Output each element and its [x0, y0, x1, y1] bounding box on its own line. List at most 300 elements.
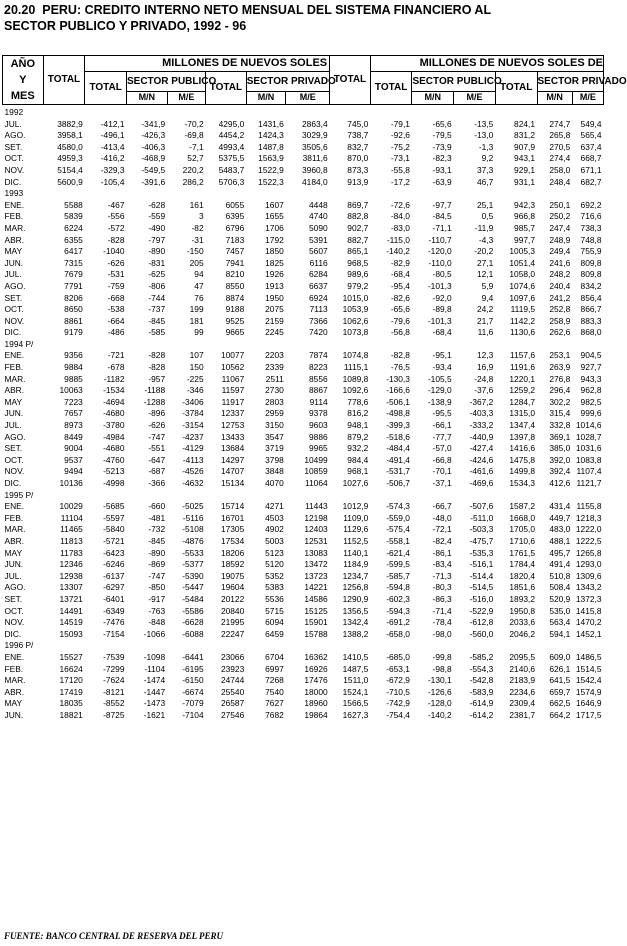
table-cell: 856,4	[580, 292, 602, 303]
table-cell: 19075	[220, 570, 245, 581]
table-cell: -559,0	[386, 512, 410, 523]
table-cell: -4680	[103, 443, 125, 454]
table-cell: 508,4	[549, 582, 571, 593]
table-cell: -797	[148, 234, 166, 245]
table-cell: 9179	[64, 327, 83, 338]
table-cell: -5377	[182, 559, 204, 570]
table-cell: 161	[189, 199, 204, 210]
table-cell: 968,5	[347, 257, 369, 268]
table-cell: -95,4	[390, 280, 410, 291]
table-cell: -5116	[182, 512, 204, 523]
table-cell: -48,0	[432, 512, 452, 523]
table-cell: -129,0	[427, 385, 452, 396]
table-cell: -511,0	[470, 512, 494, 523]
table-cell: 1152,5	[343, 535, 369, 546]
table-cell: 13307	[59, 582, 83, 593]
table-cell: 4271	[265, 501, 284, 512]
table-cell: -110,0	[428, 257, 452, 268]
table-cell: -1447	[143, 686, 166, 697]
table-row	[3, 223, 604, 235]
table-cell: -20,2	[474, 246, 494, 257]
table-cell: 274,7	[549, 118, 571, 129]
table-cell: -80,3	[432, 582, 452, 593]
table-cell: -556	[107, 211, 125, 222]
table-cell: 6395	[225, 211, 245, 222]
table-cell: 150	[189, 362, 204, 373]
table-header	[3, 56, 627, 105]
table-cell: 18960	[304, 698, 328, 709]
table-cell: 14586	[304, 593, 328, 604]
table-cell: 107	[189, 350, 204, 361]
table-cell: 3547	[265, 431, 284, 442]
table-cell: -4237	[182, 431, 204, 442]
table-cell: 1825	[265, 257, 284, 268]
table-cell: 6704	[265, 651, 284, 662]
table-cell: 9,4	[481, 292, 494, 303]
table-cell: 21,7	[477, 315, 494, 326]
table-cell: 565,4	[580, 130, 602, 141]
table-cell: -845	[148, 315, 166, 326]
header-priv-total: TOTAL	[206, 72, 247, 105]
table-cell: 1410,5	[342, 651, 369, 662]
table-cell: -522,9	[469, 605, 494, 616]
table-cell: -7624	[103, 675, 125, 686]
header-mn: M/N	[127, 92, 168, 105]
table-cell: 7268	[265, 675, 284, 686]
table-row	[3, 304, 604, 316]
table-cell: 13083	[304, 547, 328, 558]
table-cell: -70,1	[432, 466, 452, 477]
table-cell: -105,5	[427, 373, 452, 384]
table-cell: 332,8	[549, 420, 571, 431]
table-row	[3, 478, 604, 490]
table-cell: -1534	[103, 385, 125, 396]
month-label: NOV.	[4, 164, 25, 175]
table-row	[3, 420, 604, 432]
table-cell: -1188	[144, 385, 166, 396]
table-cell: -8725	[103, 709, 125, 720]
table-cell: 816,2	[347, 408, 369, 419]
table-cell: 1342,4	[342, 617, 369, 628]
table-cell: -84,0	[390, 211, 410, 222]
header-mn: M/N	[246, 92, 286, 105]
table-cell: -3406	[182, 396, 204, 407]
table-cell: 985,7	[514, 222, 536, 233]
table-cell: -602,3	[386, 593, 410, 604]
table-cell: -71,4	[432, 605, 452, 616]
table-cell: 1913	[265, 280, 284, 291]
table-cell: 2183,9	[509, 675, 536, 686]
table-cell: 13472	[304, 559, 328, 570]
table-cell: 7874	[309, 350, 328, 361]
table-cell: 6284	[309, 269, 328, 280]
table-cell: 19604	[220, 582, 245, 593]
table-cell: 11443	[304, 501, 328, 512]
table-cell: -6137	[103, 570, 125, 581]
table-cell: 3882,9	[57, 118, 83, 129]
table-cell: 15093	[59, 628, 83, 639]
month-label: MAR.	[4, 675, 26, 686]
table-cell: 968,1	[347, 466, 369, 477]
table-row	[3, 130, 604, 142]
table-cell: 220,2	[182, 164, 204, 175]
month-label: FEB.	[4, 362, 24, 373]
table-cell: 94	[194, 269, 204, 280]
table-row	[3, 327, 604, 339]
table-row	[3, 246, 604, 258]
table-cell: -506,1	[386, 396, 410, 407]
table-cell: 488,1	[549, 535, 571, 546]
table-cell: 904,5	[580, 350, 602, 361]
table-cell: -427,4	[469, 443, 494, 454]
table-cell: -744	[148, 292, 166, 303]
table-cell: 99	[194, 327, 204, 338]
table-cell: 664,2	[549, 709, 571, 720]
month-label: AGO.	[4, 431, 26, 442]
table-cell: 392,0	[549, 454, 571, 465]
table-row	[3, 466, 604, 478]
table-cell: 873,3	[347, 164, 369, 175]
table-cell: 181	[189, 315, 204, 326]
table-cell: 37,3	[477, 164, 494, 175]
table-cell: 9537	[64, 454, 83, 465]
table-cell: 11917	[221, 396, 245, 407]
table-cell: 7657	[64, 408, 83, 419]
year-row	[3, 490, 604, 502]
table-cell: 520,9	[549, 593, 571, 604]
table-cell: -5586	[182, 605, 204, 616]
table-cell: -6349	[103, 605, 125, 616]
table-cell: 412,6	[549, 478, 571, 488]
table-cell: 4993,4	[218, 141, 245, 152]
table-cell: 263,9	[549, 362, 571, 373]
table-cell: 1475,8	[509, 454, 536, 465]
table-cell: -406,3	[141, 141, 166, 152]
table-cell: 5,9	[481, 280, 494, 291]
table-cell: -1621	[143, 709, 166, 720]
table-cell: 1524,1	[342, 686, 369, 697]
table-cell: 286,2	[182, 176, 204, 187]
table-cell: 594,1	[549, 628, 571, 639]
table-cell: -68,4	[432, 327, 452, 338]
month-label: MAY	[4, 547, 23, 558]
table-cell: 1416,6	[509, 443, 536, 454]
table-cell: -78,4	[432, 617, 452, 628]
table-cell: -516,0	[469, 593, 494, 604]
table-cell: -6297	[103, 582, 125, 593]
table-cell: 9356	[64, 350, 83, 361]
header-pub-total-2: TOTAL	[370, 72, 412, 105]
table-cell: -614,2	[469, 709, 494, 720]
table-cell: -626	[148, 420, 166, 431]
table-cell: 262,6	[549, 327, 571, 338]
table-cell: 1717,5	[575, 709, 602, 720]
table-row	[3, 559, 604, 571]
month-label: ENE.	[4, 651, 25, 662]
table-cell: 1109,0	[343, 512, 369, 523]
table-cell: -71,1	[432, 222, 452, 233]
table-cell: 10499	[304, 454, 328, 465]
table-cell: 10562	[220, 362, 245, 373]
table-cell: -440,9	[469, 431, 494, 442]
table-cell: -89,8	[432, 304, 452, 315]
table-cell: 12,3	[477, 350, 494, 361]
table-cell: 824,1	[514, 118, 536, 129]
table-cell: -7539	[103, 651, 125, 662]
table-cell: 431,4	[549, 501, 571, 512]
table-cell: 315,4	[549, 408, 571, 419]
table-cell: 18000	[304, 686, 328, 697]
table-row	[3, 235, 604, 247]
table-cell: 1073,8	[342, 327, 369, 338]
table-cell: 1191,6	[510, 362, 536, 373]
table-cell: -138,9	[427, 396, 452, 407]
table-cell: 5600,9	[57, 176, 83, 187]
table-row	[3, 594, 604, 606]
table-cell: -82,3	[432, 153, 452, 164]
table-row	[3, 536, 604, 548]
table-cell: -5533	[182, 547, 204, 558]
table-cell: -668	[107, 292, 125, 303]
table-cell: -957	[148, 373, 166, 384]
table-cell: 19864	[304, 709, 328, 720]
table-cell: 12,1	[477, 269, 494, 280]
month-label: JUN.	[4, 257, 24, 268]
table-cell: 1534,3	[509, 478, 536, 488]
table-cell: -225	[186, 373, 204, 384]
table-cell: -516,1	[469, 559, 494, 570]
table-cell: -13,0	[474, 130, 494, 141]
table-cell: -742,9	[386, 698, 410, 709]
table-cell: -79,5	[432, 130, 452, 141]
table-cell: -831	[148, 257, 166, 268]
table-cell: 9114	[309, 396, 328, 407]
table-cell: -80,5	[432, 269, 452, 280]
month-label: MAY	[4, 246, 23, 257]
table-cell: -732	[148, 524, 166, 535]
table-cell: 250,2	[549, 211, 571, 222]
table-cell: 15714	[220, 501, 245, 512]
header-pub-total: TOTAL	[85, 72, 127, 105]
table-cell: 866,7	[580, 304, 602, 315]
table-row	[3, 211, 604, 223]
table-cell: 662,5	[549, 698, 571, 709]
table-cell: 5483,7	[218, 164, 245, 175]
table-cell: -403,3	[469, 408, 494, 419]
table-cell: 8449	[64, 431, 83, 442]
table-cell: 883,3	[580, 315, 602, 326]
table-cell: 11064	[304, 478, 328, 488]
table-row	[3, 153, 604, 165]
table-cell: 1218,3	[575, 512, 602, 523]
table-cell: 8556	[309, 373, 328, 384]
table-cell: 249,4	[549, 246, 571, 257]
table-cell: 549,4	[580, 118, 602, 129]
table-row	[3, 177, 604, 189]
table-cell: 1514,5	[575, 663, 602, 674]
table-cell: 5090	[309, 222, 328, 233]
table-cell: -710,5	[386, 686, 410, 697]
table-cell: 11783	[60, 547, 83, 558]
table-cell: 7627	[265, 698, 284, 709]
table-cell: 4448	[309, 199, 328, 210]
table-cell: 258,0	[549, 164, 571, 175]
table-cell: 942,3	[514, 199, 536, 210]
table-cell: 7183	[225, 234, 245, 245]
table-cell: 1542,4	[575, 675, 602, 686]
table-cell: -1066	[143, 628, 166, 639]
table-cell: -83,0	[390, 222, 410, 233]
table-cell: -3780	[103, 420, 125, 431]
table-cell: -828	[148, 362, 166, 373]
table-cell: 943,3	[580, 373, 602, 384]
table-row	[3, 374, 604, 386]
table-cell: 1157,6	[510, 350, 536, 361]
month-label: MAY	[4, 698, 23, 709]
table-cell: -1288	[143, 396, 166, 407]
table-cell: 9,2	[481, 153, 494, 164]
table-cell: -4984	[103, 431, 125, 442]
table-cell: -672,9	[386, 675, 410, 686]
month-label: NOV.	[4, 617, 25, 628]
table-cell: -1474	[143, 675, 166, 686]
table-cell: -754,4	[386, 709, 410, 720]
table-cell: -6423	[103, 547, 125, 558]
table-cell: 52,7	[187, 153, 204, 164]
table-row	[3, 142, 604, 154]
table-cell: -507,6	[469, 501, 494, 512]
table-cell: 13433	[220, 431, 245, 442]
table-cell: 1851,6	[509, 582, 536, 593]
table-cell: -653,1	[386, 663, 410, 674]
table-cell: 1574,9	[575, 686, 602, 697]
table-cell: 1452,1	[575, 628, 602, 639]
table-cell: 1092,6	[342, 385, 369, 396]
table-cell: 6997	[265, 663, 284, 674]
table-cell: 15134	[220, 478, 245, 488]
header-millones: MILLONES DE NUEVOS SOLES	[85, 56, 330, 72]
header-priv-total-2: TOTAL	[495, 72, 537, 105]
table-cell: 1566,5	[342, 698, 369, 709]
table-cell: 10029	[59, 501, 83, 512]
table-row	[3, 571, 604, 583]
table-cell: -890	[148, 246, 166, 257]
table-cell: 76	[194, 292, 204, 303]
table-row	[3, 165, 604, 177]
table-cell: 10859	[304, 466, 328, 477]
table-cell: -140,2	[427, 709, 452, 720]
table-cell: 1415,8	[575, 605, 602, 616]
table-cell: 778,6	[347, 396, 369, 407]
month-label: JUN.	[4, 709, 24, 720]
table-cell: -678	[107, 362, 125, 373]
header-sector-publico-2: SECTOR PUBLICO	[412, 72, 495, 92]
table-cell: -7,1	[189, 141, 204, 152]
table-cell: 240,4	[549, 280, 571, 291]
table-cell: -594,3	[386, 605, 410, 616]
table-cell: 2033,6	[509, 617, 536, 628]
table-cell: 1222,0	[575, 524, 602, 535]
table-cell: 1487,5	[342, 663, 369, 674]
table-cell: -806	[148, 280, 166, 291]
table-cell: 1259,2	[509, 385, 536, 396]
table-cell: -8552	[103, 698, 125, 709]
table-cell: -531	[107, 269, 125, 280]
table-cell: -747	[148, 431, 166, 442]
table-cell: -551	[148, 443, 166, 454]
table-cell: -8121	[103, 686, 125, 697]
table-cell: -93,4	[432, 362, 452, 373]
table-cell: 17305	[220, 524, 245, 535]
table-cell: 9884	[64, 362, 83, 373]
table-cell: -1104	[144, 663, 166, 674]
table-cell: -850	[148, 582, 166, 593]
table-cell: -535,3	[469, 547, 494, 558]
table-cell: -531,7	[386, 466, 410, 477]
table-cell: -5685	[103, 501, 125, 512]
table-cell: 1074,8	[342, 350, 369, 361]
table-cell: -621,4	[386, 547, 410, 558]
table-cell: -97,7	[432, 199, 452, 210]
table-cell: 2234,6	[509, 686, 536, 697]
table-cell: -4760	[103, 454, 125, 465]
table-cell: -626	[107, 257, 125, 268]
table-cell: 4959,3	[57, 153, 83, 164]
table-cell: 1083,8	[575, 454, 602, 465]
table-cell: 14297	[220, 454, 245, 465]
table-cell: 3811,6	[302, 153, 328, 164]
table-cell: 682,7	[580, 176, 602, 187]
table-cell: 9886	[309, 431, 328, 442]
table-cell: 7679	[64, 269, 83, 280]
table-cell: -70,2	[184, 118, 204, 129]
table-cell: 8210	[225, 269, 245, 280]
table-cell: 2046,2	[509, 628, 536, 639]
table-cell: -82	[191, 222, 204, 233]
table-cell: -6628	[182, 617, 204, 628]
table-cell: 1587,2	[509, 501, 536, 512]
table-cell: 13684	[220, 443, 245, 454]
month-label: AGO.	[4, 582, 26, 593]
table-cell: 1121,7	[576, 478, 602, 488]
table-cell: 7315	[64, 257, 83, 268]
table-cell: 14519	[59, 617, 83, 628]
table-cell: -128,0	[427, 698, 452, 709]
table-cell: 1627,3	[342, 709, 369, 720]
table-cell: 7420	[309, 327, 328, 338]
table-cell: -4998	[103, 478, 125, 488]
table-cell: 6116	[309, 257, 328, 268]
table-cell: 1051,4	[509, 257, 536, 268]
table-cell: -481	[148, 512, 166, 523]
header-me: M/E	[167, 92, 205, 105]
table-row	[3, 652, 604, 664]
table-cell: -37,6	[474, 385, 494, 396]
table-cell: -5721	[103, 535, 125, 546]
table-cell: 1470,2	[575, 617, 602, 628]
table-cell: 8861	[64, 315, 83, 326]
table-cell: -514,5	[469, 582, 494, 593]
table-cell: -737	[148, 304, 166, 315]
table-row	[3, 617, 604, 629]
table-cell: 1646,9	[575, 698, 602, 709]
table-cell: 11465	[60, 524, 83, 535]
table-cell: -3154	[182, 420, 204, 431]
table-cell: 270,5	[549, 141, 571, 152]
table-cell: 5003	[265, 535, 284, 546]
table-cell: -71,3	[432, 570, 452, 581]
table-cell: 671,1	[580, 164, 602, 175]
